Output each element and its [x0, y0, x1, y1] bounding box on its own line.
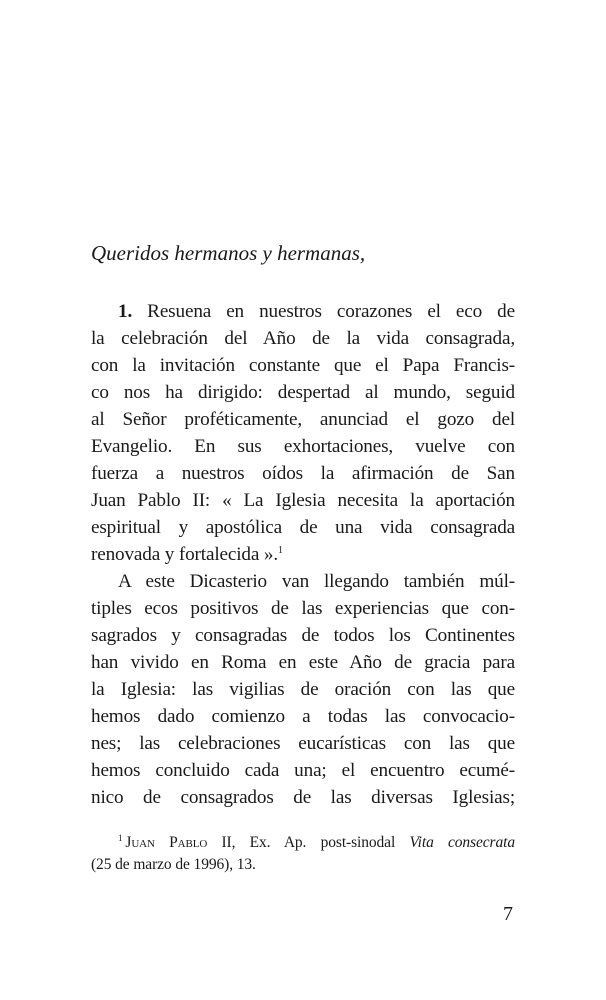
paragraph-2-line: la Iglesia: las vigilias de oración con las que — [91, 679, 515, 700]
footnote-title: Vita consecrata — [409, 834, 515, 851]
paragraph-1-line: renovada y fortalecida ».$^1$ — [91, 544, 283, 565]
footnote-author-suffix: II, Ex. Ap. post-sinodal — [207, 834, 410, 851]
paragraph-1-line: Evangelio. En sus exhortaciones, vuelve con — [91, 436, 515, 457]
body-text — [91, 298, 515, 811]
paragraph-1-line: fuerza a nuestros oídos la afirmación de San — [91, 463, 515, 484]
paragraph-1-line: la celebración del Año de la vida consagrada, — [91, 328, 515, 349]
footnote-number: 1 — [118, 833, 123, 843]
footnote-author: Juan Pablo — [125, 834, 208, 851]
paragraph-2-line: tiples ecos positivos de las experiencias que con- — [91, 598, 515, 619]
paragraph-1-line: con la invitación constante que el Papa Francis- — [91, 355, 515, 376]
paragraph-1-line: Juan Pablo II: « La Iglesia necesita la aportación — [91, 490, 515, 511]
paragraph-2-line: nico de consagrados de las diversas Iglesias; — [91, 787, 515, 808]
paragraph-2-line: A este Dicasterio van llegando también múl- — [118, 571, 515, 592]
paragraph-2-line: han vivido en Roma en este Año de gracia para — [91, 652, 515, 673]
paragraph-2-line: hemos dado comienzo a todas las convocacio- — [91, 706, 515, 727]
paragraph-2-line: hemos concluido cada una; el encuentro ecumé- — [91, 760, 515, 781]
paragraph-1-line: al Señor proféticamente, anunciad el gozo del — [91, 409, 515, 430]
footnote-line — [91, 832, 515, 854]
salutation: Queridos hermanos y hermanas, — [91, 241, 366, 265]
footnote — [91, 832, 515, 876]
paragraph-1-line: espiritual y apostólica de una vida consagrada — [91, 517, 515, 538]
paragraph-2-line: nes; las celebraciones eucarísticas con las que — [91, 733, 515, 754]
paragraph-1-line: 1. Resuena en nuestros corazones el eco de — [118, 301, 515, 322]
footnote-reference: 1 — [277, 545, 283, 556]
paragraph-2-line: sagrados y consagradas de todos los Continentes — [91, 625, 515, 646]
paragraph-number: 1. — [118, 301, 133, 322]
paragraph-1-line: co nos ha dirigido: despertad al mundo, seguid — [91, 382, 515, 403]
page-number: 7 — [503, 903, 513, 925]
footnote-line: (25 de marzo de 1996), 13. — [91, 856, 256, 873]
